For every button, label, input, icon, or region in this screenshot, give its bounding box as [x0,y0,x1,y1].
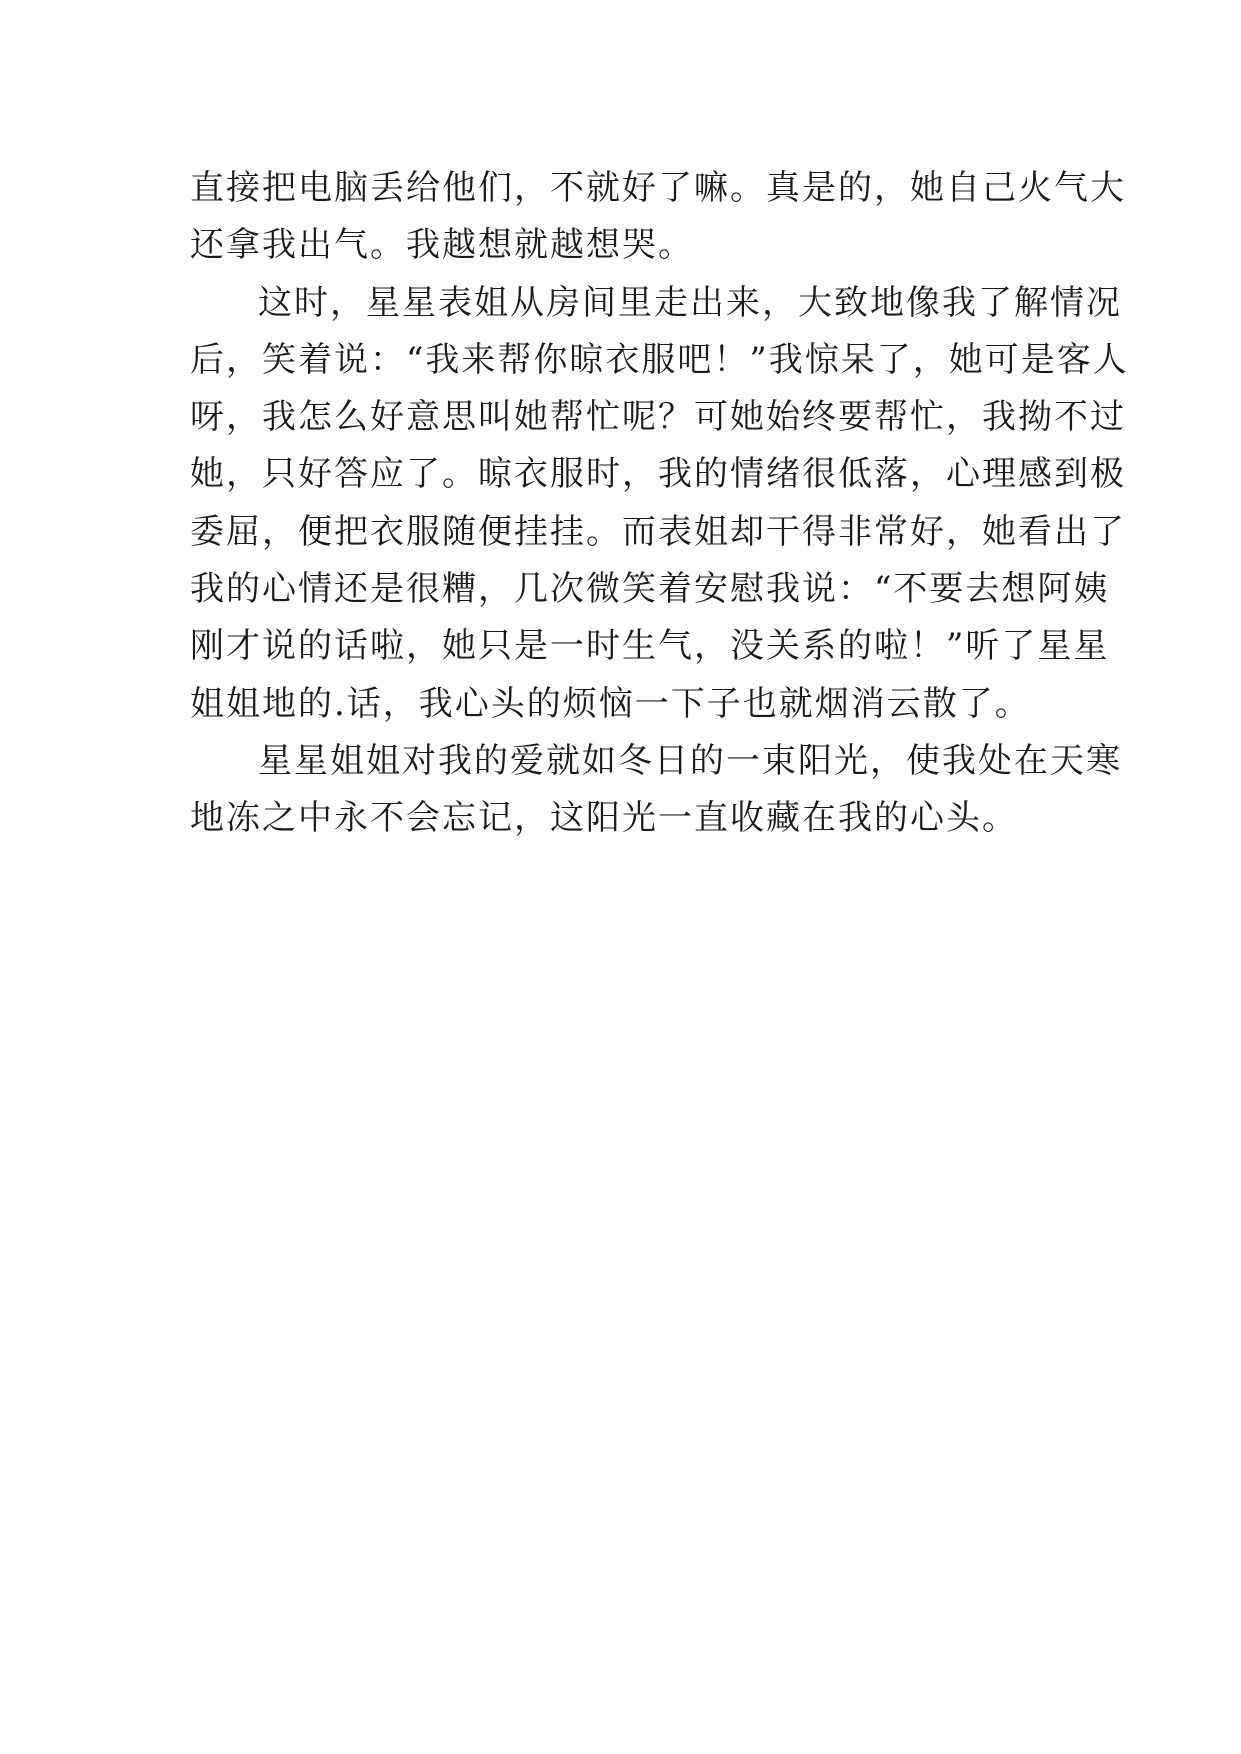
text-line: 姐姐地的.话，我心头的烦恼一下子也就烟消云散了。 [190,683,1031,724]
text-line: 委屈，便把衣服随便挂挂。而表姐却干得非常好，她看出了 [190,511,1126,552]
paragraph-first-line: 这时，星星表姐从房间里走出来，大致地像我了解情况 [258,282,1122,323]
text-line: 直接把电脑丢给他们，不就好了嘛。真是的，她自己火气大 [190,168,1126,208]
essay-body [190,160,1129,848]
paragraph-first-line: 星星姐姐对我的爱就如冬日的一束阳光，使我处在天寒 [258,740,1122,781]
text-line: 我的心情还是很糟，几次微笑着安慰我说：“不要去想阿姨 [190,569,1110,610]
text-line: 刚才说的话啦，她只是一时生气，没关系的啦！”听了星星 [190,626,1110,667]
text-line: 呀，我怎么好意思叫她帮忙呢？可她始终要帮忙，我拗不过 [190,397,1126,438]
text-line: 她，只好答应了。晾衣服时，我的情绪很低落，心理感到极 [190,454,1126,495]
text-line: 地冻之中永不会忘记，这阳光一直收藏在我的心头。 [190,798,1018,839]
text-line: 后，笑着说：“我来帮你晾衣服吧！”我惊呆了，她可是客人 [190,339,1129,380]
text-line: 还拿我出气。我越想就越想哭。 [190,225,694,266]
